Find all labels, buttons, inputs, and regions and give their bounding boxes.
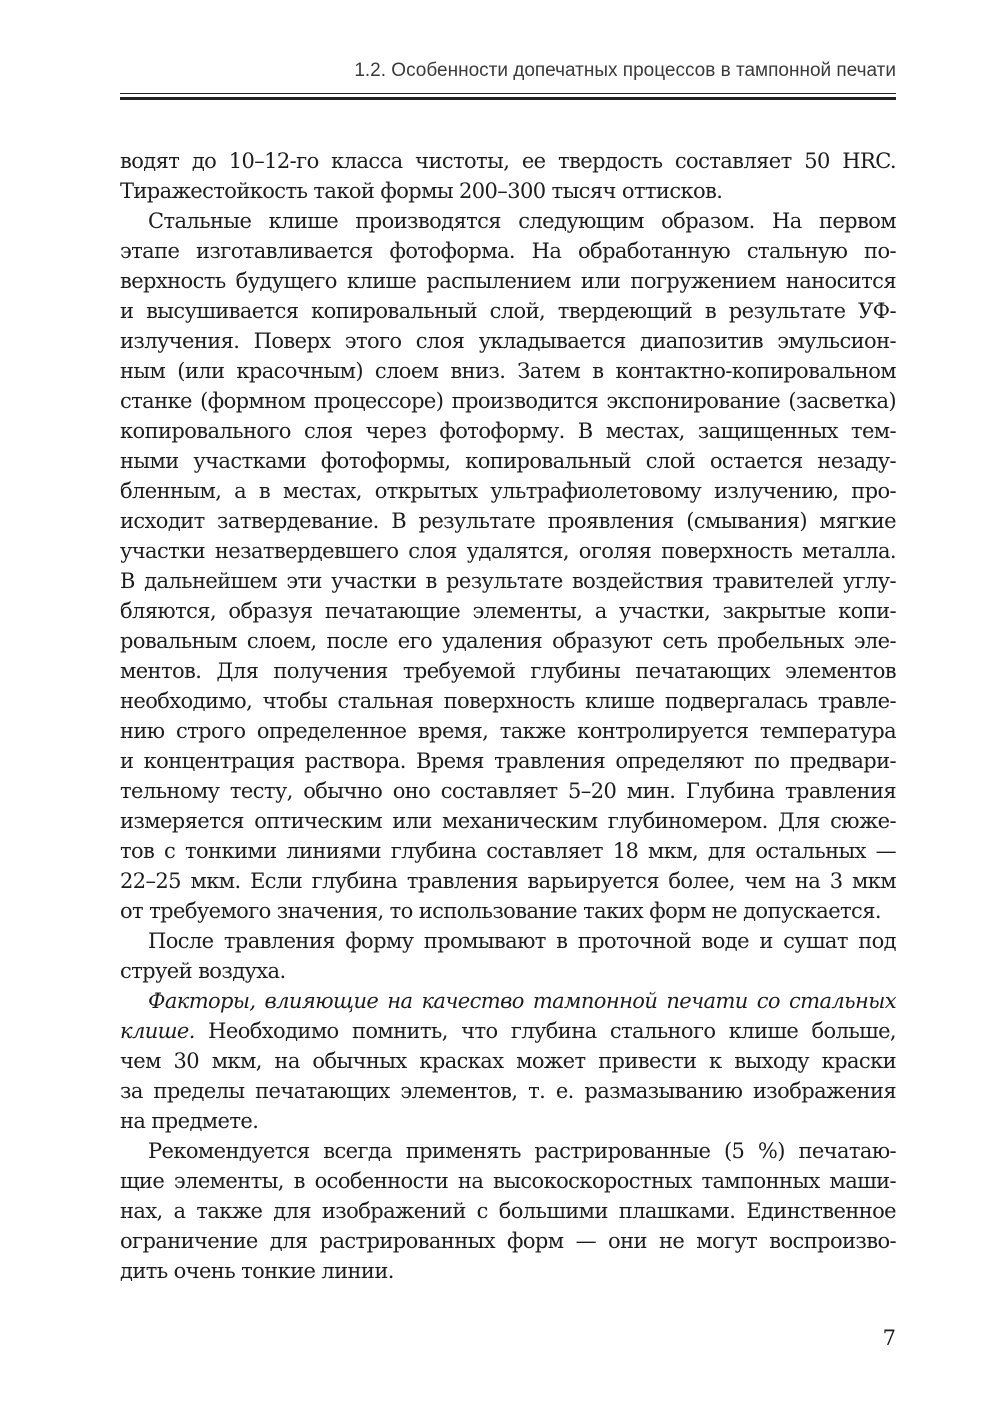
header-rule-thick <box>120 97 896 100</box>
header-rule-thin <box>120 93 896 94</box>
text-line: ным (или красочным) слоем вниз. Затем в контактно-копировальном <box>120 359 896 383</box>
text-line: ментов. Для получения требуемой глубины печатающих элементов <box>120 659 896 683</box>
text-line: нию строго определенное время, также контролируется температура <box>120 719 896 743</box>
text-line: струей воздуха. <box>120 959 286 983</box>
text-line: копировального слоя через фотоформу. В местах, защищенных тем- <box>120 419 896 443</box>
body-text <box>120 146 896 1286</box>
text-line: бленным, а в местах, открытых ультрафиолетовому излучению, про- <box>120 479 896 503</box>
text-line <box>120 1016 896 1046</box>
text-line: станке (формном процессоре) производится экспонирование (засветка) <box>120 389 896 413</box>
text-line: от требуемого значения, то использование таких форм не допускается. <box>120 899 881 923</box>
text-line: 22–25 мкм. Если глубина травления варьируется более, чем на 3 мкм <box>120 869 896 893</box>
text-line: дить очень тонкие линии. <box>120 1259 394 1283</box>
text-line: участки незатвердевшего слоя удалятся, оголяя поверхность металла. <box>120 539 896 563</box>
running-head: 1.2. Особенности допечатных процессов в тампонной печати <box>354 60 896 81</box>
text-line: измеряется оптическим или механическим глубиномером. Для сюже- <box>120 809 896 833</box>
text-line: Тиражестойкость такой формы 200–300 тысяч оттисков. <box>120 179 723 203</box>
text-line: на предмете. <box>120 1109 259 1133</box>
text-line: необходимо, чтобы стальная поверхность клише подвергалась травле- <box>120 689 896 713</box>
text-line: чем 30 мкм, на обычных красках может привести к выходу краски <box>120 1049 896 1073</box>
text-line: ными участками фотоформы, копировальный слой остается незаду- <box>120 449 896 473</box>
text-line: этапе изготавливается фотоформа. На обработанную стальную по- <box>120 239 896 263</box>
text-line: и высушивается копировальный слой, твердеющий в результате УФ- <box>120 299 896 323</box>
text-line: ограничение для растрированных форм — они не могут воспроизво- <box>120 1229 896 1253</box>
text-line: В дальнейшем эти участки в результате воздействия травителей углу- <box>120 569 896 593</box>
text-line: нах, а также для изображений с большими плашками. Единственное <box>120 1199 896 1223</box>
paragraph-3 <box>120 926 896 986</box>
text-line: излучения. Поверх этого слоя укладывается диапозитив эмульсион- <box>120 329 896 353</box>
paragraph-5 <box>120 1136 896 1286</box>
italic-lead-word: клише. <box>120 1019 195 1043</box>
text-run: Необходимо помнить, что глубина стального клише больше, <box>194 1019 896 1043</box>
text-line: за пределы печатающих элементов, т. е. размазыванию изображения <box>120 1079 896 1103</box>
text-line: тельному тесту, обычно оно составляет 5–20 мин. Глубина травления <box>120 779 896 803</box>
text-line: тов с тонкими линиями глубина составляет 18 мкм, для остальных — <box>120 839 896 863</box>
page-number: 7 <box>882 1326 896 1350</box>
text-line: После травления форму промывают в проточной воде и сушат под <box>148 929 896 953</box>
text-line: ровальным слоем, после его удаления образуют сеть пробельных эле- <box>120 629 896 653</box>
text-line: щие элементы, в особенности на высокоскоростных тампонных маши- <box>120 1169 896 1193</box>
text-line: водят до 10–12-го класса чистоты, ее твердость составляет 50 HRC. <box>120 149 896 173</box>
text-line: верхность будущего клише распылением или погружением наносится <box>120 269 896 293</box>
text-line: бляются, образуя печатающие элементы, а участки, закрытые копи- <box>120 599 896 623</box>
text-line: исходит затвердевание. В результате проявления (смывания) мягкие <box>120 509 896 533</box>
paragraph-1 <box>120 146 896 206</box>
paragraph-2 <box>120 206 896 926</box>
italic-lead-line: Факторы, влияющие на качество тампонной печати со стальных <box>148 989 896 1013</box>
text-line: Стальные клише производятся следующим образом. На первом <box>148 209 896 233</box>
paragraph-4 <box>120 986 896 1136</box>
text-line: Рекомендуется всегда применять растрированные (5 %) печатаю- <box>148 1139 896 1163</box>
text-line: и концентрация раствора. Время травления определяют по предвари- <box>120 749 896 773</box>
